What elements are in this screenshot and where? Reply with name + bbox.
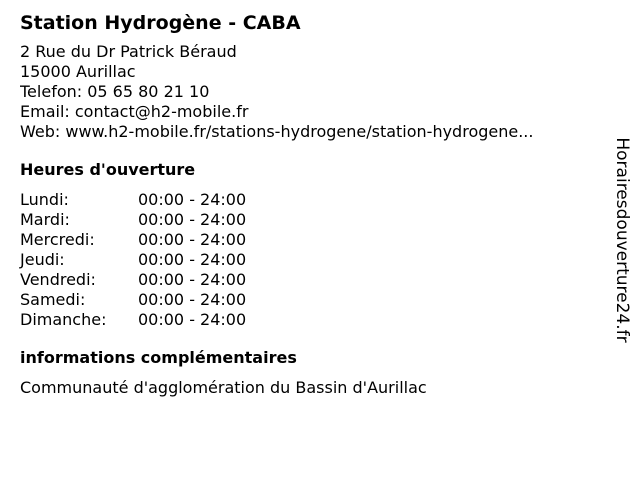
info-heading: informations complémentaires [20, 348, 297, 367]
info-text: Communauté d'agglomération du Bassin d'Aurillac [20, 378, 427, 397]
hours-row [20, 210, 600, 230]
time-value: 00:00 - 24:00 [138, 190, 247, 209]
email-text: Email: contact@h2-mobile.fr [20, 102, 249, 121]
web-text: Web: www.h2-mobile.fr/stations-hydrogene/station-hydrogene... [20, 122, 534, 141]
day-label: Vendredi: [20, 270, 96, 289]
phone-text: Telefon: 05 65 80 21 10 [20, 82, 210, 101]
station-title: Station Hydrogène - CABA [20, 12, 301, 34]
day-label: Lundi: [20, 190, 69, 209]
street-address: 2 Rue du Dr Patrick Béraud [20, 42, 237, 61]
time-value: 00:00 - 24:00 [138, 290, 247, 309]
hours-heading: Heures d'ouverture [20, 160, 196, 179]
time-value: 00:00 - 24:00 [138, 310, 247, 329]
hours-row [20, 230, 600, 250]
time-value: 00:00 - 24:00 [138, 250, 247, 269]
day-label: Samedi: [20, 290, 86, 309]
time-value: 00:00 - 24:00 [138, 270, 247, 289]
hours-row [20, 310, 600, 330]
address-block [20, 42, 600, 142]
hours-row [20, 270, 600, 290]
city-address: 15000 Aurillac [20, 62, 136, 81]
time-value: 00:00 - 24:00 [138, 210, 247, 229]
hours-table [20, 190, 600, 330]
hours-row [20, 190, 600, 210]
brand-watermark: Horairesdouverture24.fr [612, 137, 632, 343]
hours-row [20, 290, 600, 310]
day-label: Mercredi: [20, 230, 95, 249]
station-card [20, 10, 600, 398]
day-label: Dimanche: [20, 310, 107, 329]
day-label: Mardi: [20, 210, 70, 229]
day-label: Jeudi: [20, 250, 65, 269]
time-value: 00:00 - 24:00 [138, 230, 247, 249]
hours-row [20, 250, 600, 270]
